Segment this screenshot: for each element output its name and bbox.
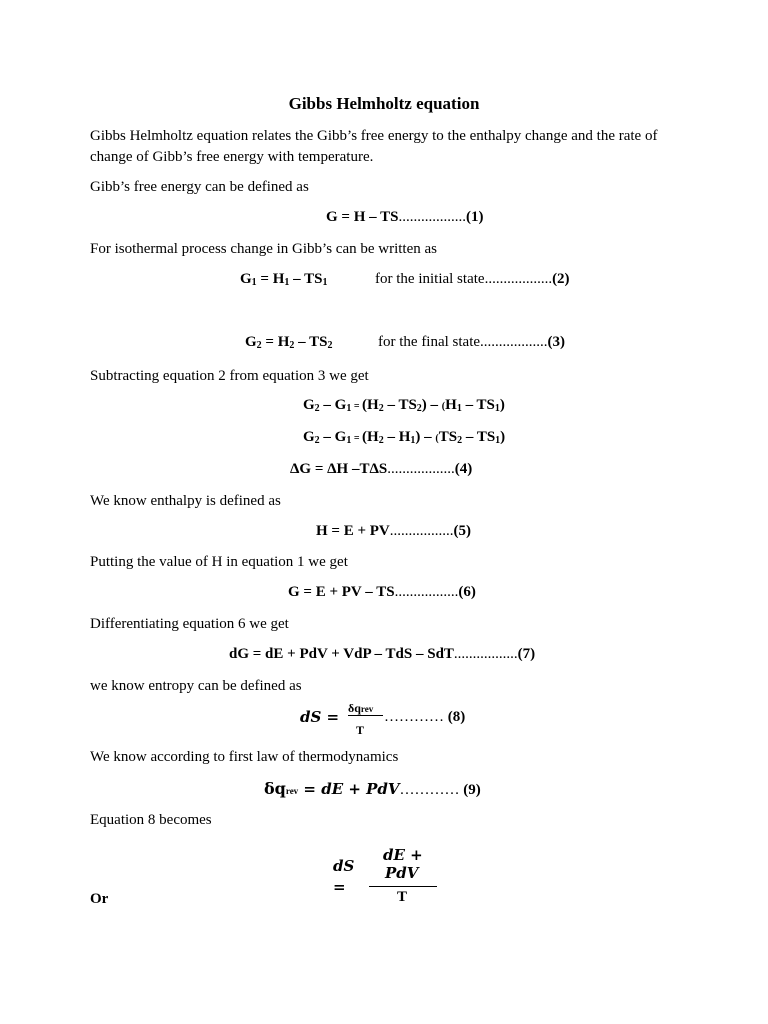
paragraph-defined: Gibb’s free energy can be defined as	[90, 179, 309, 195]
sub1-e: ) –	[421, 397, 442, 413]
sub1-s2c: 2	[416, 403, 422, 414]
equation-6-expression: G = E + PV – TS	[288, 584, 395, 600]
equation-5-dots: .................	[389, 523, 454, 539]
sub1-b: – G	[319, 397, 347, 413]
eq2-dots: ..................	[484, 271, 553, 287]
eq2-label-text: for the initial state	[375, 271, 485, 287]
sub1-s2a: 2	[314, 403, 320, 414]
sub1-s1b: 1	[456, 403, 462, 414]
eq3-sub-c: 2	[327, 340, 333, 351]
equation-7-dots: .................	[453, 646, 518, 662]
equation-subtraction-1	[303, 397, 505, 414]
eq2-minus: – TS	[289, 271, 323, 287]
equation-9-number: (9)	[459, 782, 481, 798]
paragraph-differentiating: Differentiating equation 6 we get	[90, 616, 289, 632]
sub2-b: – G	[319, 429, 347, 445]
equation-8-numerator	[348, 701, 373, 716]
sub2-h: )	[500, 429, 506, 445]
sub1-d: – TS	[383, 397, 417, 413]
equation-1-number: (1)	[465, 209, 484, 225]
sub2-c: (H	[362, 429, 379, 445]
equation-subtraction-2	[303, 429, 505, 446]
eq9-lhs-a: δq	[264, 779, 286, 798]
equation-8-denominator: T	[356, 723, 365, 737]
equation-4	[290, 461, 472, 478]
paragraph-enthalpy: We know enthalpy is defined as	[90, 493, 281, 509]
equation-10-numerator-b: PdV	[385, 864, 419, 882]
equation-10-numerator-a: dE +	[383, 846, 423, 864]
equation-6	[288, 584, 476, 601]
equation-2-expression	[240, 271, 327, 288]
equation-10-denominator: T	[397, 889, 408, 905]
equation-7-number: (7)	[517, 646, 536, 662]
eq3-sub-a: 2	[256, 340, 262, 351]
equation-8-fraction-line	[348, 715, 383, 716]
sub1-f: H	[445, 397, 457, 413]
sub2-s1b: 1	[410, 435, 416, 446]
sub2-s2c: 2	[457, 435, 463, 446]
equation-6-dots: .................	[394, 584, 459, 600]
equation-10-fraction-line	[369, 886, 437, 887]
eq3-label-text: for the final state	[378, 334, 481, 350]
equation-3-expression	[245, 334, 332, 351]
sub1-c: (H	[362, 397, 379, 413]
eq8-num-b: rev	[360, 704, 374, 714]
sub2-d: – H	[383, 429, 411, 445]
eq2-number: (2)	[552, 271, 570, 287]
eq2-eq: = H	[256, 271, 285, 287]
equation-9	[264, 779, 481, 799]
eq3-g: G	[245, 334, 257, 350]
paragraph-isothermal: For isothermal process change in Gibb’s can be written as	[90, 241, 437, 257]
sub1-s2b: 2	[378, 403, 384, 414]
equation-5-number: (5)	[453, 523, 472, 539]
equation-4-expression: ΔG = ΔH –TΔS	[290, 461, 388, 477]
sub2-s2a: 2	[314, 435, 320, 446]
eq2-sub-c: 1	[322, 277, 328, 288]
equation-1-dots: ..................	[398, 209, 466, 225]
equation-1	[326, 209, 483, 226]
sub1-eq: =	[351, 401, 363, 412]
eq2-g: G	[240, 271, 252, 287]
equation-5-expression: H = E + PV	[316, 523, 390, 539]
equation-3-label	[378, 334, 565, 351]
sub1-s1a: 1	[346, 403, 352, 414]
sub2-e: ) –	[415, 429, 436, 445]
or-text: Or	[90, 891, 109, 907]
equation-7	[229, 646, 535, 663]
sub2-eq: =	[351, 433, 363, 444]
sub2-s1c: 1	[495, 435, 501, 446]
paragraph-putting: Putting the value of H in equation 1 we get	[90, 554, 348, 570]
eq3-number: (3)	[547, 334, 566, 350]
eq3-dots: ..................	[480, 334, 548, 350]
equation-8-tail	[384, 709, 465, 726]
eq3-sub-b: 2	[289, 340, 295, 351]
equation-8-lhs: dS =	[300, 708, 340, 726]
sub2-s1a: 1	[346, 435, 352, 446]
sub1-g: – TS	[461, 397, 495, 413]
equation-10-lhs-a: dS	[333, 857, 355, 875]
paragraph-subtract: Subtracting equation 2 from equation 3 we get	[90, 368, 369, 384]
eq9-lhs-b: rev	[285, 786, 299, 796]
paragraph-entropy: we know entropy can be defined as	[90, 678, 302, 694]
sub2-s2b: 2	[378, 435, 384, 446]
equation-7-expression: dG = dE + PdV + VdP – TdS – SdT	[229, 646, 454, 662]
equation-10-lhs-b: =	[333, 878, 346, 896]
eq9-dots: …………	[399, 782, 460, 798]
equation-5	[316, 523, 471, 540]
eq8-dots: …………	[384, 709, 444, 725]
paragraph-becomes: Equation 8 becomes	[90, 812, 212, 828]
eq2-sub-a: 1	[251, 277, 257, 288]
sub1-s1c: 1	[494, 403, 500, 414]
eq9-rhs: = dE + PdV	[298, 780, 400, 798]
sub2-a: G	[303, 429, 315, 445]
sub1-paren: (	[441, 401, 446, 412]
equation-4-dots: ..................	[387, 461, 455, 477]
equation-6-number: (6)	[458, 584, 476, 600]
equation-1-expression: G = H – TS	[326, 209, 399, 225]
sub1-a: G	[303, 397, 315, 413]
intro-paragraph: Gibbs Helmholtz equation relates the Gibb’s free energy to the enthalpy change and the rate of change of Gibb’s free energy with temperature.	[90, 128, 658, 165]
paragraph-first-law: We know according to first law of thermodynamics	[90, 749, 399, 765]
sub2-g: – TS	[462, 429, 496, 445]
eq3-minus: – TS	[294, 334, 328, 350]
equation-8-number: (8)	[444, 709, 466, 725]
sub1-h: )	[499, 397, 505, 413]
page-title: Gibbs Helmholtz equation	[288, 94, 480, 113]
eq3-eq: = H	[261, 334, 290, 350]
sub2-f: TS	[438, 429, 458, 445]
equation-2-label	[375, 271, 570, 288]
eq2-sub-b: 1	[284, 277, 290, 288]
sub2-paren: (	[435, 433, 439, 444]
equation-4-number: (4)	[454, 461, 473, 477]
eq8-num-a: δq	[348, 701, 361, 715]
